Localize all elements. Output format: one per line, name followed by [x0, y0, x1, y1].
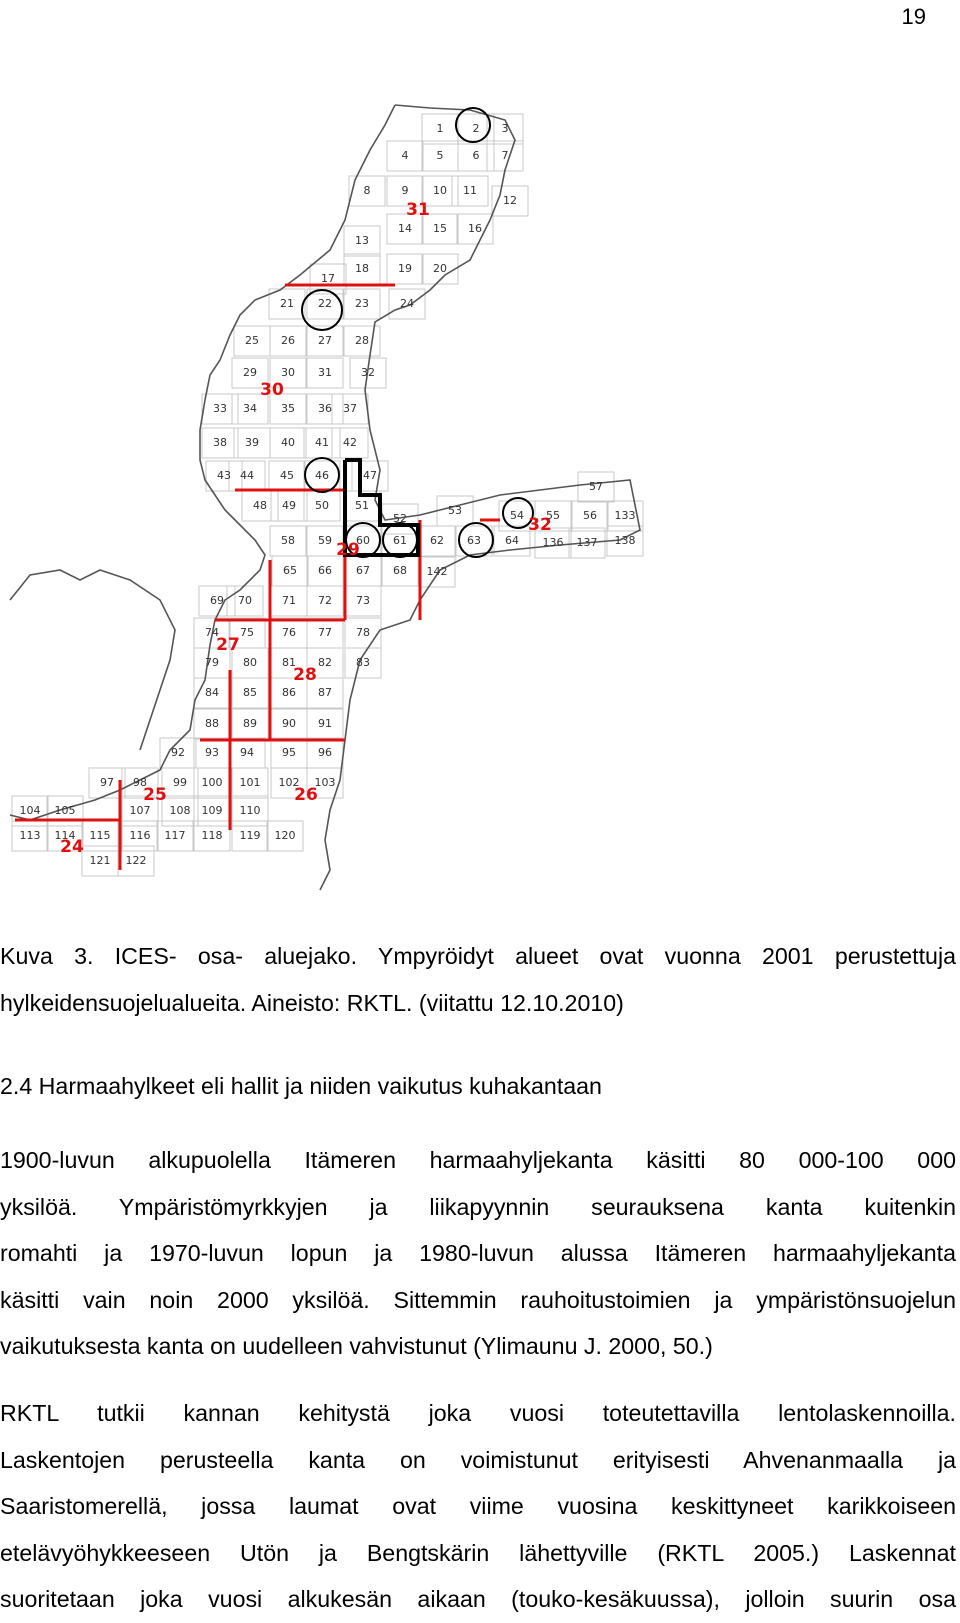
- square-label: 104: [19, 804, 41, 817]
- square-label: 38: [213, 436, 227, 449]
- square-label: 71: [282, 594, 296, 607]
- square-label: 110: [239, 804, 261, 817]
- square-label: 47: [363, 469, 377, 482]
- square-label: 39: [245, 436, 259, 449]
- square-label: 12: [503, 194, 517, 207]
- zone-label: 25: [143, 785, 167, 805]
- square-label: 99: [173, 776, 187, 789]
- paragraph-1-line: käsitti vain noin 2000 yksilöä. Sittemmin rauhoitustoimien ja ympäristönsuojelun: [0, 1286, 956, 1313]
- square-label: 137: [576, 536, 598, 549]
- square-label: 109: [201, 804, 223, 817]
- square-label: 85: [243, 686, 257, 699]
- square-label: 23: [355, 297, 369, 310]
- square-label: 105: [54, 804, 76, 817]
- caption-line-1: Kuva 3. ICES- osa- aluejako. Ympyröidyt alueet ovat vuonna 2001 perustettuja: [0, 943, 956, 969]
- square-label: 10: [433, 184, 447, 197]
- square-label: 22: [318, 297, 332, 310]
- square-label: 11: [463, 184, 477, 197]
- square-label: 72: [318, 594, 332, 607]
- square-label: 49: [282, 499, 296, 512]
- square-label: 57: [589, 480, 603, 493]
- square-label: 45: [280, 469, 294, 482]
- square-label: 69: [210, 594, 224, 607]
- square-label: 120: [274, 829, 296, 842]
- zone-label: 27: [216, 635, 240, 655]
- square-label: 121: [89, 854, 111, 867]
- square-label: 27: [318, 334, 332, 347]
- square-label: 119: [239, 829, 261, 842]
- square-label: 7: [501, 149, 509, 162]
- square-label: 101: [239, 776, 261, 789]
- paragraph-1-line: 1900-luvun alkupuolella Itämeren harmaahyljekanta käsitti 80 000-100 000: [0, 1147, 956, 1173]
- square-label: 122: [125, 854, 147, 867]
- square-label: 3: [501, 122, 509, 135]
- page-number: 19: [901, 4, 926, 29]
- square-label: 13: [355, 234, 369, 247]
- paragraph-1-line: romahti ja 1970-luvun lopun ja 1980-luvun alussa Itämeren harmaahyljekanta: [0, 1240, 956, 1266]
- square-label: 53: [448, 504, 462, 517]
- square-label: 133: [614, 509, 636, 522]
- square-label: 75: [240, 626, 254, 639]
- square-label: 67: [356, 564, 370, 577]
- zone-label: 32: [528, 515, 552, 535]
- square-label: 138: [614, 534, 636, 547]
- square-label: 89: [243, 717, 257, 730]
- zone-label: 31: [406, 200, 430, 220]
- zone-label: 28: [293, 665, 317, 685]
- section-heading: 2.4 Harmaahylkeet eli hallit ja niiden vaikutus kuhakantaan: [0, 1073, 602, 1099]
- paragraph-1: [0, 1137, 956, 1370]
- square-label: 29: [243, 366, 257, 379]
- paragraph-2-line: Saaristomerellä, jossa laumat ovat viime vuosina keskittyneet karikkoiseen: [0, 1493, 956, 1519]
- square-label: 21: [280, 297, 294, 310]
- square-label: 90: [282, 717, 296, 730]
- square-label: 25: [245, 334, 259, 347]
- square-label: 115: [89, 829, 111, 842]
- square-label: 41: [315, 436, 329, 449]
- paragraph-1-line: yksilöä. Ympäristömyrkkyjen ja liikapyynnin seurauksena kanta kuitenkin: [0, 1193, 956, 1220]
- square-label: 77: [318, 626, 332, 639]
- square-label: 36: [318, 402, 332, 415]
- square-label: 15: [433, 222, 447, 235]
- square-label: 88: [205, 717, 219, 730]
- square-label: 94: [240, 746, 254, 759]
- square-label: 66: [318, 564, 332, 577]
- square-label: 87: [318, 686, 332, 699]
- square-label: 114: [54, 829, 76, 842]
- square-label: 142: [426, 565, 448, 578]
- square-label: 30: [281, 366, 295, 379]
- square-label: 107: [129, 804, 151, 817]
- square-label: 26: [281, 334, 295, 347]
- zone-label: 24: [60, 837, 84, 857]
- square-label: 44: [240, 469, 254, 482]
- square-label: 86: [282, 686, 296, 699]
- square-label: 9: [401, 184, 409, 197]
- square-label: 118: [201, 829, 223, 842]
- square-label: 50: [315, 499, 329, 512]
- square-label: 84: [205, 686, 219, 699]
- square-label: 2: [472, 122, 480, 135]
- square-label: 108: [169, 804, 191, 817]
- square-label: 8: [363, 184, 371, 197]
- square-label: 33: [213, 402, 227, 415]
- square-label: 76: [282, 626, 296, 639]
- square-label: 37: [343, 402, 357, 415]
- square-label: 5: [436, 149, 444, 162]
- square-label: 61: [393, 534, 407, 547]
- square-label: 81: [282, 656, 296, 669]
- paragraph-2-line: suoritetaan joka vuosi alkukesän aikaan (touko-kesäkuussa), jolloin suurin osa: [0, 1586, 956, 1612]
- zone-label: 29: [336, 540, 360, 560]
- coastline: [10, 105, 640, 890]
- square-label: 82: [318, 656, 332, 669]
- square-label: 1: [436, 122, 444, 135]
- square-label: 97: [100, 776, 114, 789]
- square-label: 68: [393, 564, 407, 577]
- square-label: 102: [278, 776, 300, 789]
- square-label: 73: [356, 594, 370, 607]
- square-label: 4: [401, 149, 409, 162]
- paragraph-2-line: Laskentojen perusteella kanta on voimistunut erityisesti Ahvenanmaalla ja: [0, 1446, 956, 1473]
- square-label: 56: [583, 509, 597, 522]
- square-label: 19: [398, 262, 412, 275]
- square-label: 31: [318, 366, 332, 379]
- square-label: 103: [314, 776, 336, 789]
- figure-caption: [0, 933, 956, 1026]
- square-label: 93: [205, 746, 219, 759]
- square-label: 18: [355, 262, 369, 275]
- square-label: 74: [205, 626, 219, 639]
- square-label: 14: [398, 222, 412, 235]
- square-label: 92: [171, 746, 185, 759]
- square-labels: [20, 122, 636, 867]
- square-label: 136: [542, 536, 564, 549]
- paragraph-2-line: RKTL tutkii kannan kehitystä joka vuosi toteutettavilla lentolaskennoilla.: [0, 1400, 956, 1426]
- paragraph-1-line: vaikutuksesta kanta on uudelleen vahvistunut (Ylimaunu J. 2000, 50.): [0, 1333, 713, 1359]
- square-label: 95: [282, 746, 296, 759]
- square-label: 91: [318, 717, 332, 730]
- zone-label: 26: [294, 785, 318, 805]
- square-label: 116: [129, 829, 151, 842]
- square-label: 48: [253, 499, 267, 512]
- square-label: 79: [205, 656, 219, 669]
- square-label: 42: [343, 436, 357, 449]
- ices-map-svg: [0, 100, 680, 910]
- square-label: 34: [243, 402, 257, 415]
- square-label: 113: [19, 829, 41, 842]
- zone-label: 30: [260, 380, 284, 400]
- square-label: 28: [355, 334, 369, 347]
- square-label: 51: [355, 499, 369, 512]
- square-label: 32: [361, 366, 375, 379]
- square-label: 54: [510, 509, 524, 522]
- square-label: 17: [321, 272, 335, 285]
- square-label: 65: [283, 564, 297, 577]
- square-label: 78: [356, 626, 370, 639]
- square-label: 6: [472, 149, 480, 162]
- sea-grid-cells: [12, 114, 643, 876]
- square-label: 100: [201, 776, 223, 789]
- square-label: 40: [281, 436, 295, 449]
- square-label: 55: [546, 509, 560, 522]
- square-label: 64: [505, 534, 519, 547]
- square-label: 80: [243, 656, 257, 669]
- paragraph-2: [0, 1390, 956, 1623]
- caption-line-2: hylkeidensuojelualueita. Aineisto: RKTL. (viitattu 12.10.2010): [0, 989, 624, 1016]
- square-label: 83: [356, 656, 370, 669]
- square-label: 60: [356, 534, 370, 547]
- square-label: 35: [281, 402, 295, 415]
- square-label: 16: [468, 222, 482, 235]
- square-label: 59: [318, 534, 332, 547]
- square-label: 117: [164, 829, 186, 842]
- square-label: 62: [430, 534, 444, 547]
- square-label: 24: [400, 297, 414, 310]
- square-label: 46: [315, 469, 329, 482]
- square-label: 58: [281, 534, 295, 547]
- square-label: 52: [393, 512, 407, 525]
- square-label: 70: [238, 594, 252, 607]
- paragraph-2-line: etelävyöhykkeeseen Utön ja Bengtskärin lähettyville (RKTL 2005.) Laskennat: [0, 1539, 956, 1566]
- square-label: 20: [433, 262, 447, 275]
- ices-map: [0, 100, 680, 910]
- square-label: 43: [217, 469, 231, 482]
- square-label: 63: [467, 534, 481, 547]
- square-label: 98: [133, 776, 147, 789]
- square-label: 96: [318, 746, 332, 759]
